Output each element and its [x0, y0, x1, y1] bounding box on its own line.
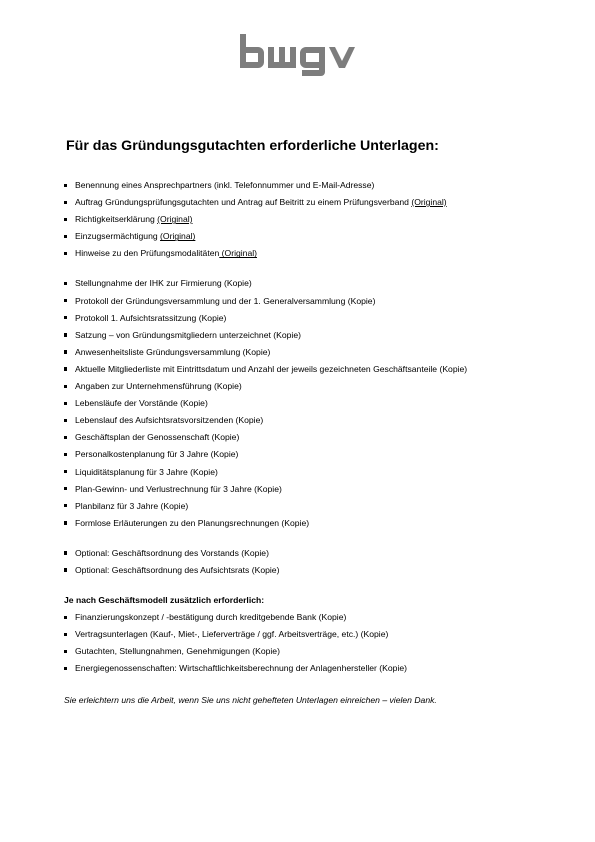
list-item: Protokoll 1. Aufsichtsratssitzung (Kopie) [64, 310, 564, 327]
page-title: Für das Gründungsgutachten erforderliche Unterlagen: [66, 138, 439, 154]
list-item: Aktuelle Mitgliederliste mit Eintrittsdatum und Anzahl der jeweils gezeichneten Geschäftsanteile (Kopie) [64, 361, 564, 378]
list-item: Lebensläufe der Vorstände (Kopie) [64, 395, 564, 412]
list-item: Optional: Geschäftsordnung des Vorstands (Kopie) [64, 545, 564, 562]
required-copies-list [64, 275, 564, 531]
list-item: Auftrag Gründungsprüfungsgutachten und Antrag auf Beitritt zu einem Prüfungsverband (Original) [64, 194, 564, 211]
list-item: Lebenslauf des Aufsichtsratsvorsitzenden (Kopie) [64, 412, 564, 429]
list-item: Benennung eines Ansprechpartners (inkl. Telefonnummer und E-Mail-Adresse) [64, 177, 564, 194]
list-item: Plan-Gewinn- und Verlustrechnung für 3 Jahre (Kopie) [64, 481, 564, 498]
list-item: Energiegenossenschaften: Wirtschaftlichkeitsberechnung der Anlagenhersteller (Kopie) [64, 660, 564, 677]
list-item: Satzung – von Gründungsmitgliedern unterzeichnet (Kopie) [64, 327, 564, 344]
list-item: Optional: Geschäftsordnung des Aufsichtsrats (Kopie) [64, 562, 564, 579]
original-marker: (Original) [411, 197, 447, 208]
list-item: Vertragsunterlagen (Kauf-, Miet-, Lieferverträge / ggf. Arbeitsverträge, etc.) (Kopie) [64, 626, 564, 643]
list-item: Protokoll der Gründungsversammlung und der 1. Generalversammlung (Kopie) [64, 293, 564, 310]
list-item: Planbilanz für 3 Jahre (Kopie) [64, 498, 564, 515]
list-item: Stellungnahme der IHK zur Firmierung (Kopie) [64, 275, 564, 292]
optional-list [64, 545, 564, 579]
list-item: Hinweise zu den Prüfungsmodalitäten (Original) [64, 245, 564, 262]
section-subheading: Je nach Geschäftsmodell zusätzlich erforderlich: [64, 595, 265, 606]
list-item: Formlose Erläuterungen zu den Planungsrechnungen (Kopie) [64, 515, 564, 532]
list-item: Geschäftsplan der Genossenschaft (Kopie) [64, 429, 564, 446]
list-item: Liquiditätsplanung für 3 Jahre (Kopie) [64, 464, 564, 481]
list-item: Anwesenheitsliste Gründungsversammlung (Kopie) [64, 344, 564, 361]
required-originals-list [64, 177, 564, 262]
list-item: Richtigkeitserklärung (Original) [64, 211, 564, 228]
business-model-list [64, 609, 564, 677]
original-marker: (Original) [219, 248, 258, 259]
document-body [64, 177, 564, 705]
closing-note: Sie erleichtern uns die Arbeit, wenn Sie uns nicht gehefteten Unterlagen einreichen – vielen Dank. [64, 694, 437, 705]
list-item: Finanzierungskonzept / -bestätigung durch kreditgebende Bank (Kopie) [64, 609, 564, 626]
list-item: Einzugsermächtigung (Original) [64, 228, 564, 245]
list-item: Gutachten, Stellungnahmen, Genehmigungen (Kopie) [64, 643, 564, 660]
list-item: Angaben zur Unternehmensführung (Kopie) [64, 378, 564, 395]
bwgv-logo [240, 34, 355, 76]
original-marker: (Original) [157, 214, 193, 225]
list-item: Personalkostenplanung für 3 Jahre (Kopie) [64, 446, 564, 463]
original-marker: (Original) [160, 231, 196, 242]
